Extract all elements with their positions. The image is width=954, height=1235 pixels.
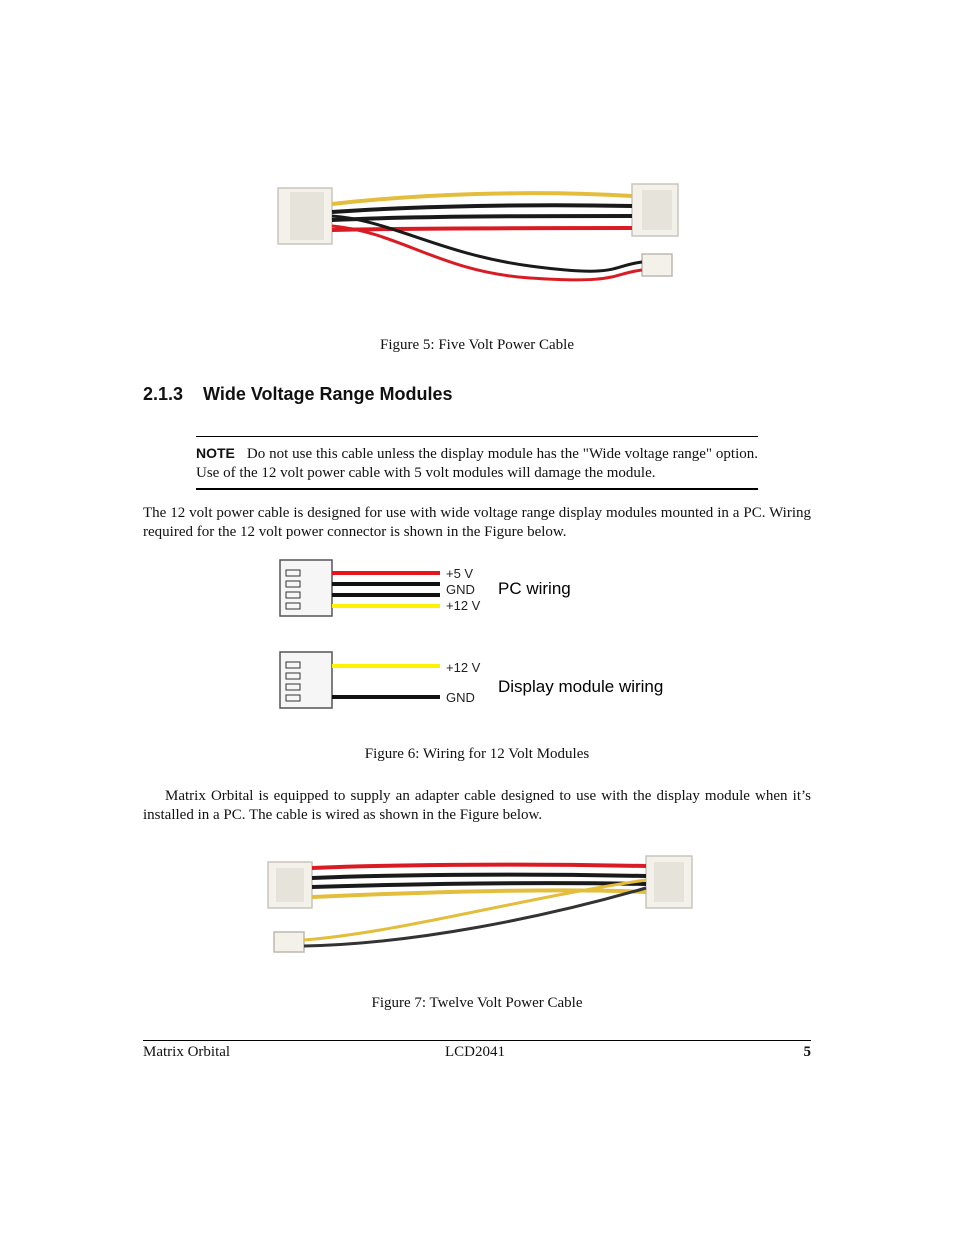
section-number: 2.1.3	[143, 384, 184, 404]
note-box	[196, 436, 758, 490]
display-wiring-title: Display module wiring	[498, 677, 664, 696]
note-text-block	[196, 444, 758, 483]
pc-connector	[280, 560, 332, 616]
figure5-cable-image	[270, 176, 690, 296]
section-heading	[143, 384, 453, 405]
pc-label-5v: +5 V	[446, 566, 474, 581]
pc-label-12v: +12 V	[446, 598, 481, 613]
figure6-wiring-diagram	[276, 556, 696, 716]
figure7-caption: Figure 7: Twelve Volt Power Cable	[371, 995, 583, 1011]
pc-wiring-title: PC wiring	[498, 579, 571, 598]
section-title: Wide Voltage Range Modules	[203, 384, 453, 404]
display-label-gnd: GND	[446, 690, 475, 705]
figure6-caption: Figure 6: Wiring for 12 Volt Modules	[364, 746, 590, 762]
footer-center: LCD2041	[445, 1044, 505, 1060]
footer-rule	[143, 1040, 811, 1041]
pc-label-gnd: GND	[446, 582, 475, 597]
paragraph-12v-cable: The 12 volt power cable is designed for use with wide voltage range display modules mounted in a PC. Wiring required for the 12 volt power connector is shown in the Figure below.	[143, 505, 811, 540]
paragraph-adapter-cable: Matrix Orbital is equipped to supply an adapter cable designed to use with the display module when it’s installed in a PC. The cable is wired as shown in the Figure below.	[143, 788, 811, 823]
display-connector	[280, 652, 332, 708]
footer-page-number: 5	[803, 1044, 811, 1060]
note-text: Do not use this cable unless the display module has the "Wide voltage range" option. Use of the 12 volt power cable with 5 volt modules will damage the module.	[196, 446, 758, 481]
display-label-12v: +12 V	[446, 660, 481, 675]
figure7-cable-image	[262, 852, 702, 962]
footer-left: Matrix Orbital	[143, 1044, 231, 1060]
note-label: NOTE	[196, 445, 235, 461]
figure5-caption: Figure 5: Five Volt Power Cable	[379, 337, 575, 353]
